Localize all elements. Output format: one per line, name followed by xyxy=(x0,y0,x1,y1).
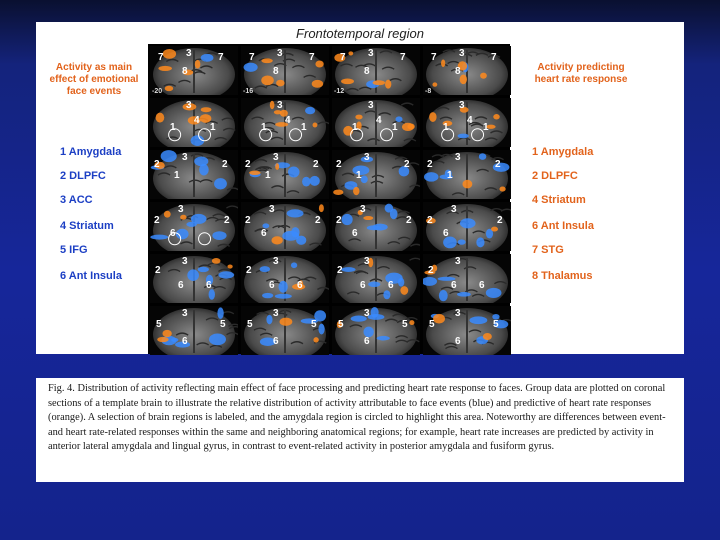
region-number: 7 xyxy=(491,52,497,63)
brain-slice xyxy=(241,202,329,251)
region-number: 5 xyxy=(220,319,226,330)
region-number: 2 xyxy=(315,215,321,226)
region-number: 2 xyxy=(428,265,434,276)
brain-slice xyxy=(150,202,238,251)
region-number: 3 xyxy=(368,48,374,59)
region-number: 6 xyxy=(388,280,394,291)
brain-slice xyxy=(423,98,511,147)
slice-position-label: -16 xyxy=(243,88,254,95)
region-number: 2 xyxy=(155,265,161,276)
region-number: 3 xyxy=(273,152,279,163)
region-number: 7 xyxy=(309,52,315,63)
region-number: 3 xyxy=(269,204,275,215)
brain-slice xyxy=(332,306,420,355)
region-number: 2 xyxy=(404,159,410,170)
brain-slice xyxy=(332,46,420,95)
region-number: 8 xyxy=(273,66,279,77)
brain-slice xyxy=(241,254,329,303)
region-number: 1 xyxy=(356,170,362,181)
left-legend-item: 6 Ant Insula xyxy=(60,270,122,282)
region-number: 3 xyxy=(364,308,370,319)
slice-position-label: -20 xyxy=(152,88,163,95)
region-number: 7 xyxy=(249,52,255,63)
region-number: 5 xyxy=(402,319,408,330)
region-number: 2 xyxy=(313,159,319,170)
right-legend-item: 1 Amygdala xyxy=(532,146,594,158)
region-number: 1 xyxy=(265,170,271,181)
region-number: 2 xyxy=(336,215,342,226)
region-number: 8 xyxy=(455,66,461,77)
brain-slice xyxy=(150,254,238,303)
region-number: 3 xyxy=(451,204,457,215)
caption-box xyxy=(36,378,684,482)
region-number: 2 xyxy=(154,215,160,226)
slice-position-label: -12 xyxy=(334,88,345,95)
region-number: 2 xyxy=(224,215,230,226)
left-legend-item: 5 IFG xyxy=(60,244,88,256)
region-number: 7 xyxy=(431,52,437,63)
region-number: 3 xyxy=(368,100,374,111)
region-number: 5 xyxy=(247,319,253,330)
right-legend-item: 6 Ant Insula xyxy=(532,220,594,232)
region-number: 3 xyxy=(277,48,283,59)
region-number: 3 xyxy=(178,204,184,215)
brain-slice xyxy=(423,202,511,251)
region-number: 2 xyxy=(245,159,251,170)
region-number: 8 xyxy=(182,66,188,77)
region-number: 6 xyxy=(352,228,358,239)
region-number: 2 xyxy=(497,215,503,226)
region-number: 5 xyxy=(338,319,344,330)
region-number: 7 xyxy=(158,52,164,63)
region-number: 5 xyxy=(493,319,499,330)
region-number: 3 xyxy=(186,48,192,59)
region-number: 4 xyxy=(285,115,291,126)
region-number: 2 xyxy=(337,265,343,276)
region-number: 3 xyxy=(455,308,461,319)
region-number: 2 xyxy=(245,215,251,226)
region-number: 3 xyxy=(273,256,279,267)
region-number: 3 xyxy=(459,100,465,111)
region-number: 6 xyxy=(443,228,449,239)
brain-slice xyxy=(332,202,420,251)
brain-slice xyxy=(150,98,238,147)
region-number: 5 xyxy=(429,319,435,330)
region-number: 6 xyxy=(269,280,275,291)
brain-slice xyxy=(332,254,420,303)
region-number: 3 xyxy=(277,100,283,111)
region-number: 3 xyxy=(182,256,188,267)
left-legend-item: 4 Striatum xyxy=(60,220,114,232)
region-number: 2 xyxy=(495,159,501,170)
brain-slice xyxy=(241,98,329,147)
region-number: 3 xyxy=(182,152,188,163)
region-number: 7 xyxy=(400,52,406,63)
brain-slice xyxy=(423,150,511,199)
brain-slice xyxy=(150,306,238,355)
region-number: 6 xyxy=(451,280,457,291)
region-number: 6 xyxy=(455,336,461,347)
region-number: 8 xyxy=(364,66,370,77)
right-legend-item: 8 Thalamus xyxy=(532,270,593,282)
brain-slice xyxy=(423,306,511,355)
region-number: 1 xyxy=(352,122,358,133)
brain-slice xyxy=(332,150,420,199)
region-number: 6 xyxy=(206,280,212,291)
region-number: 3 xyxy=(360,204,366,215)
region-number: 1 xyxy=(483,122,489,133)
brain-slice xyxy=(241,150,329,199)
region-number: 5 xyxy=(156,319,162,330)
region-number: 3 xyxy=(364,152,370,163)
region-number: 3 xyxy=(364,256,370,267)
region-number: 2 xyxy=(336,159,342,170)
right-legend-item: 7 STG xyxy=(532,244,564,256)
region-number: 3 xyxy=(459,48,465,59)
region-number: 7 xyxy=(218,52,224,63)
figure-title: Frontotemporal region xyxy=(296,26,424,41)
left-legend-item: 2 DLPFC xyxy=(60,170,106,182)
brain-slice xyxy=(241,306,329,355)
brain-slice xyxy=(150,150,238,199)
left-legend-item: 1 Amygdala xyxy=(60,146,122,158)
region-number: 1 xyxy=(392,122,398,133)
figure-caption: Fig. 4. Distribution of activity reflecting main effect of face processing and predicting heart rate response to faces. Group data are plotted on coronal sections of a template brain to illustrate the relative distribution of activity attributable to face events (blue) and predictive of heart rate responses (orange). A selection of brain regions is labeled, and the amygdala region is circled to highlight this area. Noteworthy are differences between event- and heart rate-related responses within the same and neighboring anatomical regions; for example, heart rate increases are predicted by activity in anterior lateral amygdala and lingual gyrus, in contrast to event-related activity in posterior amygdala and fusiform gyrus. xyxy=(48,383,666,453)
region-number: 2 xyxy=(222,159,228,170)
region-number: 7 xyxy=(340,52,346,63)
region-number: 3 xyxy=(273,308,279,319)
figure-panel xyxy=(36,22,684,354)
region-number: 4 xyxy=(194,115,200,126)
region-number: 6 xyxy=(182,336,188,347)
right-legend-item: 2 DLPFC xyxy=(532,170,578,182)
region-number: 6 xyxy=(479,280,485,291)
region-number: 6 xyxy=(364,336,370,347)
right-legend-item: 4 Striatum xyxy=(532,194,586,206)
brain-slice xyxy=(150,46,238,95)
region-number: 1 xyxy=(443,122,449,133)
region-number: 2 xyxy=(154,159,160,170)
region-number: 1 xyxy=(447,170,453,181)
slice-position-label: -8 xyxy=(425,88,432,95)
region-number: 3 xyxy=(455,256,461,267)
region-number: 4 xyxy=(376,115,382,126)
region-number: 5 xyxy=(311,319,317,330)
region-number: 6 xyxy=(360,280,366,291)
region-number: 1 xyxy=(301,122,307,133)
brain-slice xyxy=(423,46,511,95)
region-number: 1 xyxy=(170,122,176,133)
region-number: 2 xyxy=(406,215,412,226)
region-number: 6 xyxy=(297,280,303,291)
region-number: 6 xyxy=(170,228,176,239)
region-number: 2 xyxy=(427,159,433,170)
region-number: 4 xyxy=(467,115,473,126)
region-number: 3 xyxy=(455,152,461,163)
left-legend-item: 3 ACC xyxy=(60,194,93,206)
brain-slice xyxy=(241,46,329,95)
region-number: 1 xyxy=(261,122,267,133)
region-number: 1 xyxy=(210,122,216,133)
brain-slice xyxy=(423,254,511,303)
region-number: 6 xyxy=(273,336,279,347)
region-number: 2 xyxy=(427,215,433,226)
brain-slice-grid xyxy=(148,44,510,354)
brain-slice xyxy=(332,98,420,147)
right-heading: Activity predicting heart rate response xyxy=(534,62,628,85)
left-heading: Activity as main effect of emotional face events xyxy=(49,62,139,97)
region-number: 3 xyxy=(182,308,188,319)
region-number: 1 xyxy=(174,170,180,181)
region-number: 6 xyxy=(178,280,184,291)
region-number: 2 xyxy=(246,265,252,276)
region-number: 3 xyxy=(186,100,192,111)
region-number: 6 xyxy=(261,228,267,239)
